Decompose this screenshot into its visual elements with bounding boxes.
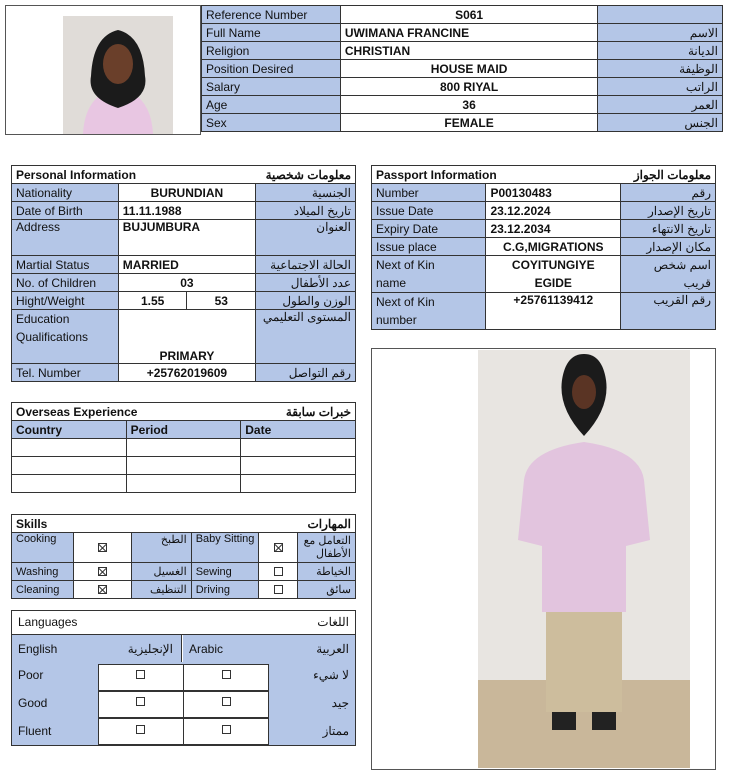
dob-value: 11.11.1988 xyxy=(118,202,255,220)
passport-photo xyxy=(63,16,173,134)
kin-name-label-line2: name xyxy=(376,276,407,290)
english-label: English xyxy=(18,642,58,656)
language-row-good xyxy=(12,690,355,718)
passport-number-ar: رقم xyxy=(621,184,716,202)
education-value: PRIMARY xyxy=(118,310,255,364)
skill-sewing-checkbox[interactable] xyxy=(259,563,298,581)
height-value: 1.55 xyxy=(118,292,187,310)
expiry-date-ar: تاريخ الانتهاء xyxy=(621,220,716,238)
skills-title: Skills xyxy=(12,515,192,533)
skill-cleaning-checkbox[interactable] xyxy=(73,581,131,599)
passport-number-label: Number xyxy=(372,184,486,202)
level-fluent-ar: ممتاز xyxy=(322,724,349,738)
table-row xyxy=(202,114,723,132)
table-row xyxy=(202,6,723,24)
salary-label: Salary xyxy=(202,78,341,96)
skill-cooking-label: Cooking xyxy=(12,533,74,563)
address-value: BUJUMBURA xyxy=(118,220,255,256)
salary-ar: الراتب xyxy=(598,78,723,96)
kin-number-value: +25761139412 xyxy=(486,293,621,330)
position-label: Position Desired xyxy=(202,60,341,78)
education-label xyxy=(12,310,119,364)
education-ar: المستوى التعليمي xyxy=(256,310,356,364)
kin-name-ar-line2: قريب xyxy=(683,276,711,290)
skill-babysitting-label: Baby Sitting xyxy=(191,533,259,563)
level-fluent-label: Fluent xyxy=(18,724,52,738)
skill-babysitting-checkbox[interactable] xyxy=(259,533,298,563)
kin-name-line1: COYITUNGIYE xyxy=(511,258,595,272)
checked-box-icon xyxy=(274,543,283,552)
dob-ar: تاريخ الميلاد xyxy=(256,202,356,220)
age-ar: العمر xyxy=(598,96,723,114)
kin-name-label xyxy=(372,256,486,293)
dob-label: Date of Birth xyxy=(12,202,119,220)
header-table xyxy=(201,5,723,132)
skills-table xyxy=(11,514,356,599)
table-row xyxy=(202,42,723,60)
height-weight-label: Hight/Weight xyxy=(12,292,119,310)
passport-photo-frame xyxy=(5,5,201,135)
table-row xyxy=(202,60,723,78)
skill-washing-label: Washing xyxy=(12,563,74,581)
children-value: 03 xyxy=(118,274,255,292)
skill-cooking-checkbox[interactable] xyxy=(73,533,131,563)
issue-date-value: 23.12.2024 xyxy=(486,202,621,220)
table-row xyxy=(12,439,356,457)
full-body-photo xyxy=(478,350,690,768)
passport-number-value: P00130483 xyxy=(486,184,621,202)
skill-driving-label: Driving xyxy=(191,581,259,599)
checked-box-icon xyxy=(98,567,107,576)
table-row xyxy=(202,96,723,114)
english-ar: الإنجليزية xyxy=(127,642,173,656)
fullname-ar: الاسم xyxy=(598,24,723,42)
arabic-label: Arabic xyxy=(189,642,224,656)
issue-place-ar: مكان الإصدار xyxy=(621,238,716,256)
nationality-ar: الجنسية xyxy=(256,184,356,202)
checked-box-icon xyxy=(98,543,107,552)
table-row xyxy=(202,24,723,42)
fullname-label: Full Name xyxy=(202,24,341,42)
overseas-title-ar: خبرات سابقة xyxy=(241,403,356,421)
skill-washing-checkbox[interactable] xyxy=(73,563,131,581)
level-good-label: Good xyxy=(18,696,48,710)
col-date: Date xyxy=(241,421,356,439)
ref-ar xyxy=(598,6,723,24)
kin-name-label-line1: Next of Kin xyxy=(376,258,435,272)
skills-title-ar: المهارات xyxy=(191,515,355,533)
col-country: Country xyxy=(12,421,127,439)
passport-info-table xyxy=(371,165,716,330)
ref-label: Reference Number xyxy=(202,6,341,24)
position-value: HOUSE MAID xyxy=(340,60,597,78)
religion-value: CHRISTIAN xyxy=(340,42,597,60)
language-row-poor xyxy=(12,662,355,690)
level-poor-label: Poor xyxy=(18,668,44,682)
marital-label: Martial Status xyxy=(12,256,119,274)
languages-title-ar: اللغات xyxy=(317,615,349,629)
ref-value: S061 xyxy=(340,6,597,24)
weight-value: 53 xyxy=(187,292,256,310)
tel-label: Tel. Number xyxy=(12,364,119,382)
skill-driving-ar: سائق xyxy=(298,581,356,599)
arabic-fluent-checkbox[interactable] xyxy=(222,725,231,734)
address-ar: العنوان xyxy=(256,220,356,256)
table-row xyxy=(12,475,356,493)
passport-title: Passport Information xyxy=(372,166,621,184)
skill-cooking-ar: الطبخ xyxy=(132,533,192,563)
table-row xyxy=(202,78,723,96)
arabic-ar: العربية xyxy=(316,642,349,656)
level-poor-ar: لا شيء xyxy=(313,668,349,682)
expiry-date-label: Expiry Date xyxy=(372,220,486,238)
passport-title-ar: معلومات الجواز xyxy=(621,166,716,184)
skill-washing-ar: الغسيل xyxy=(132,563,192,581)
issue-place-value: C.G,MIGRATIONS xyxy=(486,238,621,256)
kin-number-label-line1: Next of Kin xyxy=(376,295,435,309)
empty-box-icon xyxy=(274,567,283,576)
kin-name-ar-line1: اسم شخص xyxy=(653,258,711,272)
full-body-photo-frame xyxy=(371,348,716,770)
children-ar: عدد الأطفال xyxy=(256,274,356,292)
skill-sewing-ar: الخياطة xyxy=(298,563,356,581)
overseas-title: Overseas Experience xyxy=(12,403,241,421)
age-label: Age xyxy=(202,96,341,114)
personal-title-ar: معلومات شخصية xyxy=(187,166,356,184)
religion-label: Religion xyxy=(202,42,341,60)
nationality-value: BURUNDIAN xyxy=(118,184,255,202)
position-ar: الوظيفة xyxy=(598,60,723,78)
education-label-line1: Education xyxy=(16,312,70,326)
languages-section xyxy=(11,610,356,746)
kin-name-line2: EGIDE xyxy=(534,276,572,290)
religion-ar: الديانة xyxy=(598,42,723,60)
fullname-value: UWIMANA FRANCINE xyxy=(340,24,597,42)
nationality-label: Nationality xyxy=(12,184,119,202)
height-weight-ar: الوزن والطول xyxy=(256,292,356,310)
age-value: 36 xyxy=(340,96,597,114)
col-period: Period xyxy=(126,421,241,439)
salary-value: 800 RIYAL xyxy=(340,78,597,96)
languages-title: Languages xyxy=(18,615,78,629)
languages-col-header xyxy=(12,635,355,662)
personal-info-table xyxy=(11,165,356,382)
arabic-good-checkbox[interactable] xyxy=(222,697,231,706)
languages-header xyxy=(12,611,355,635)
kin-number-label xyxy=(372,293,486,330)
tel-ar: رقم التواصل xyxy=(256,364,356,382)
skill-babysitting-ar-line1: التعامل مع xyxy=(303,534,351,547)
english-good-checkbox[interactable] xyxy=(136,697,145,706)
skill-cleaning-ar: التنظيف xyxy=(132,581,192,599)
languages-body xyxy=(12,662,355,745)
empty-box-icon xyxy=(274,585,283,594)
children-label: No. of Children xyxy=(12,274,119,292)
kin-name-ar xyxy=(621,256,716,293)
marital-value: MARRIED xyxy=(118,256,255,274)
skill-sewing-label: Sewing xyxy=(191,563,259,581)
education-label-line2: Qualifications xyxy=(16,330,89,344)
sex-label: Sex xyxy=(202,114,341,132)
arabic-poor-checkbox[interactable] xyxy=(222,670,231,679)
english-fluent-checkbox[interactable] xyxy=(136,725,145,734)
language-row-fluent xyxy=(12,718,355,745)
issue-place-label: Issue place xyxy=(372,238,486,256)
kin-number-ar: رقم القريب xyxy=(621,293,716,330)
skill-driving-checkbox[interactable] xyxy=(259,581,298,599)
address-label: Address xyxy=(12,220,119,256)
skill-cleaning-label: Cleaning xyxy=(12,581,74,599)
kin-name-value xyxy=(486,256,621,293)
overseas-table xyxy=(11,402,356,493)
marital-ar: الحالة الاجتماعية xyxy=(256,256,356,274)
personal-title: Personal Information xyxy=(12,166,187,184)
level-good-ar: جيد xyxy=(331,696,349,710)
table-row xyxy=(12,457,356,475)
sex-value: FEMALE xyxy=(340,114,597,132)
tel-value: +25762019609 xyxy=(118,364,255,382)
sex-ar: الجنس xyxy=(598,114,723,132)
skill-babysitting-ar xyxy=(298,533,356,563)
expiry-date-value: 23.12.2034 xyxy=(486,220,621,238)
english-poor-checkbox[interactable] xyxy=(136,670,145,679)
issue-date-ar: تاريخ الإصدار xyxy=(621,202,716,220)
kin-number-label-line2: number xyxy=(376,313,417,327)
skill-babysitting-ar-line2: الأطفال xyxy=(316,547,351,560)
issue-date-label: Issue Date xyxy=(372,202,486,220)
checked-box-icon xyxy=(98,585,107,594)
